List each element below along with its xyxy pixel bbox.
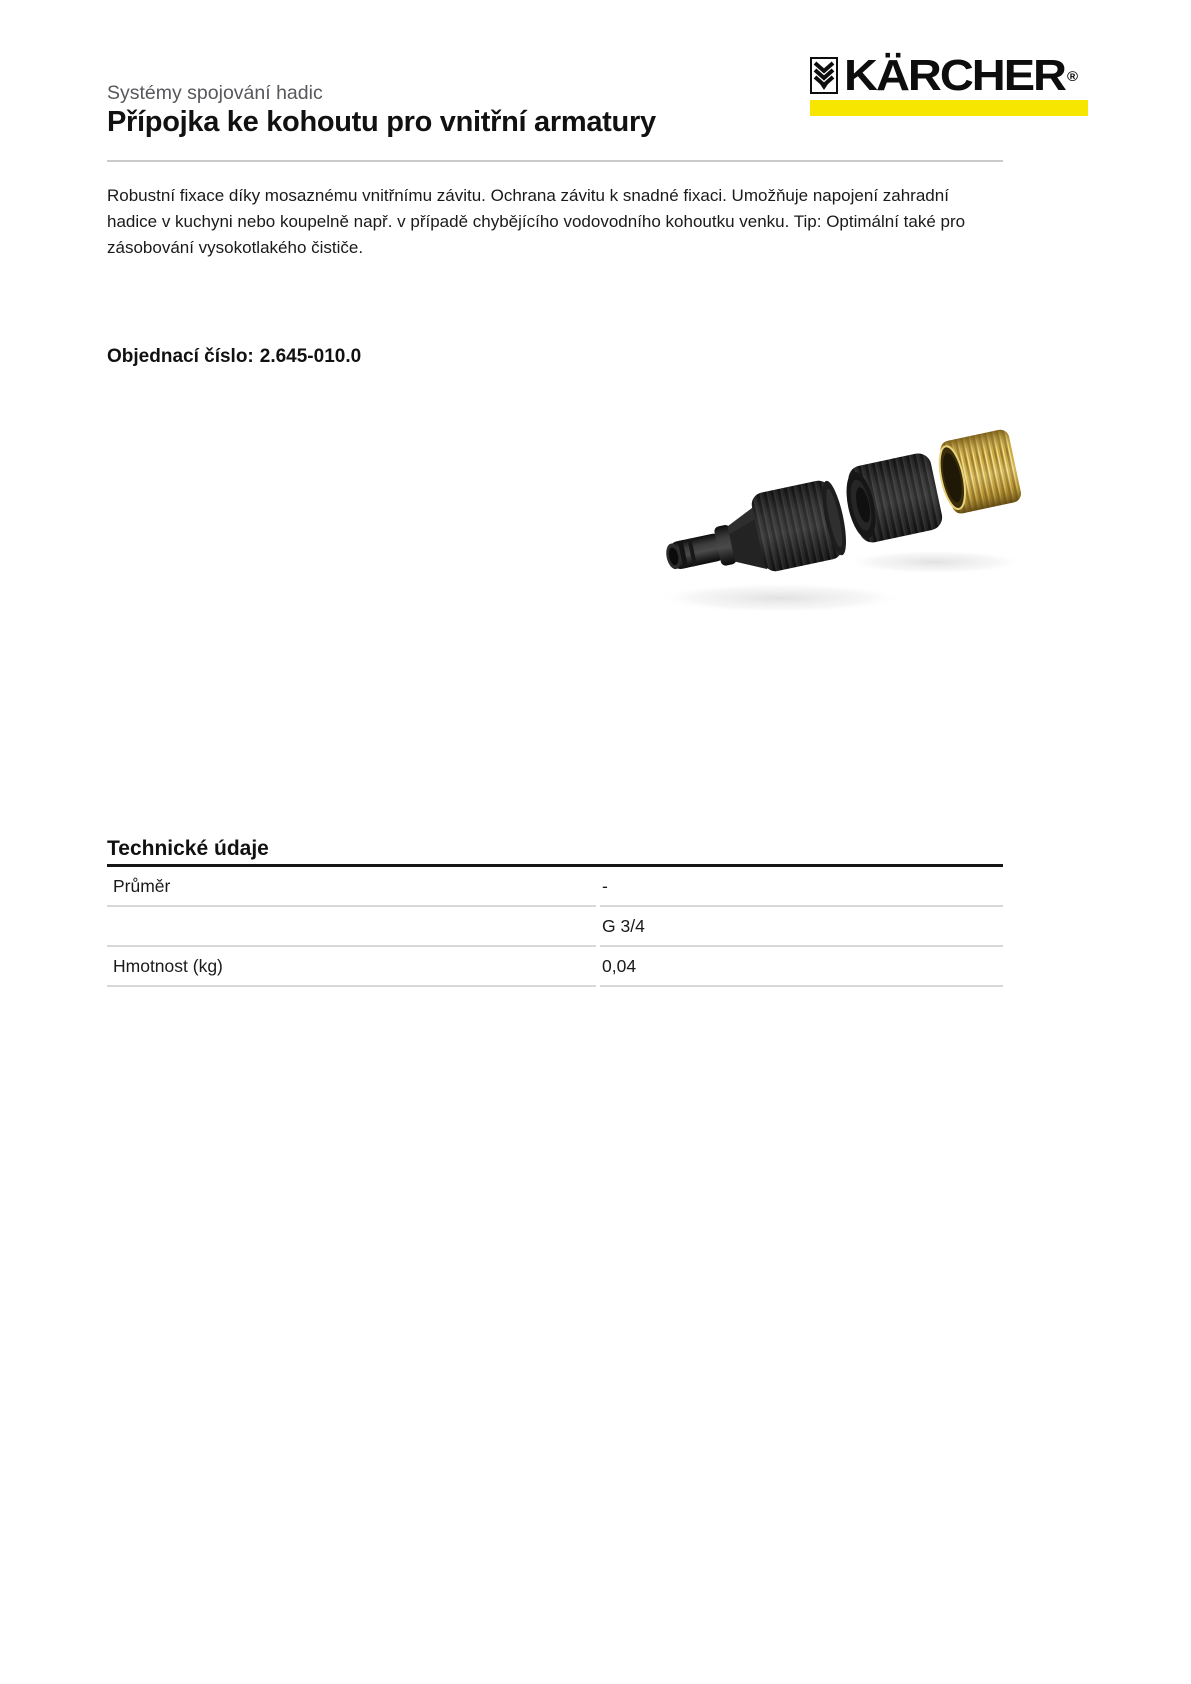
- table-row: [107, 947, 1003, 987]
- tech-table: [107, 864, 1003, 987]
- registered-mark: ®: [1067, 69, 1079, 85]
- union-nut-part: [840, 451, 944, 546]
- row-label: [107, 907, 596, 947]
- brand-wordmark: [844, 49, 1079, 100]
- title-divider: [107, 160, 1003, 162]
- order-number-label: Objednací číslo:: [107, 346, 254, 367]
- row-value: G 3/4: [600, 907, 1003, 947]
- karcher-chevrons-icon: [810, 57, 838, 94]
- table-row: [107, 907, 1003, 947]
- product-shadow-2: [845, 550, 1025, 574]
- product-shadow: [655, 583, 905, 613]
- category-label: Systémy spojování hadic: [107, 82, 323, 104]
- row-label: Hmotnost (kg): [107, 947, 596, 987]
- row-value: 0,04: [600, 947, 1003, 987]
- product-description: Robustní fixace díky mosaznému vnitřnímu závitu. Ochrana závitu k snadné fixaci. Umožňuje napojení zahradní hadice v kuchyni nebo koupelně např. v případě chybějícího vodovodního kohoutku venku. Tip: Optimální také pro zásobování vysokotlakého čističe.: [107, 186, 966, 257]
- row-label: Průměr: [107, 867, 596, 907]
- order-number-value: 2.645-010.0: [259, 346, 362, 367]
- tap-connector-part: [658, 477, 852, 593]
- row-value: -: [600, 867, 1003, 907]
- karcher-logo: [810, 49, 1096, 119]
- tech-heading: Technické údaje: [107, 837, 269, 860]
- brand-yellow-bar: [810, 100, 1088, 116]
- page-title: Přípojka ke kohoutu pro vnitřní armatury: [107, 106, 656, 138]
- brass-thread-part: [934, 428, 1023, 516]
- product-image: [645, 412, 1025, 617]
- brand-name-text: KÄRCHER: [844, 50, 1065, 100]
- order-number: [107, 346, 361, 368]
- table-row: [107, 867, 1003, 907]
